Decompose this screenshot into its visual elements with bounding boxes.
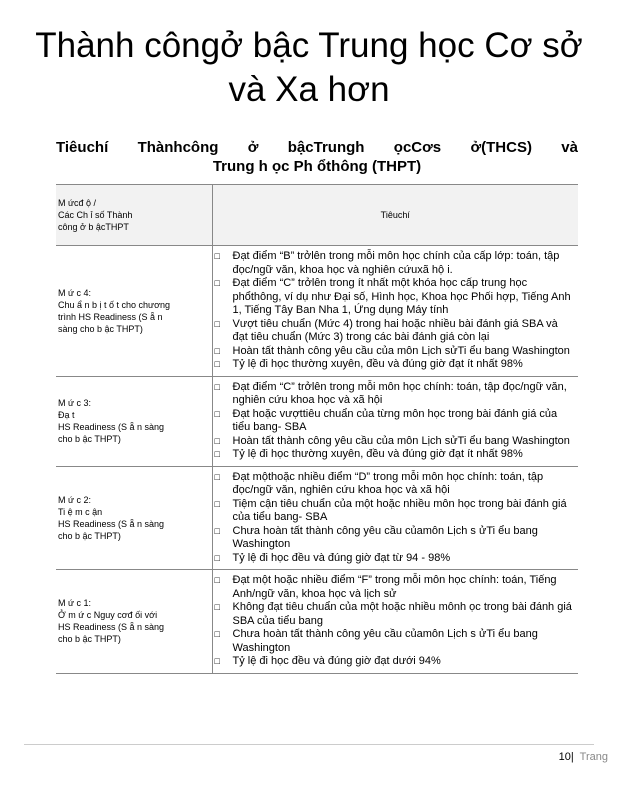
level-line: trình HS Readiness (S ẵ n — [58, 311, 163, 322]
footer-separator: | — [570, 751, 574, 763]
level-line: sàng cho b ậc THPT) — [58, 323, 143, 334]
criteria-list — [213, 574, 579, 669]
criteria-item: □ Vượt tiêu chuẩn (Mức 4) trong hai hoặc nhiều bài đánh giá SBA và đạt tiêu chuẩn (Mức 3) trong các bài đánh giá còn lại — [213, 318, 579, 345]
table-row — [56, 466, 578, 570]
level-cell — [56, 570, 212, 674]
criteria-item: □ Đạt điểm “B” trởlên trong mỗi môn học chính của cấp lớp: toán, tập đọc/ngữ văn, khoa học và nghiên cứuxã hộ i. — [213, 250, 579, 277]
page-title: Thành côngở bậc Trung học Cơ sở và Xa hơn — [35, 26, 583, 109]
criteria-cell — [212, 376, 578, 466]
table-row — [56, 376, 578, 466]
level-line: cho b ậc THPT) — [58, 530, 121, 541]
level-line: HS Readiness (S ẵ n sàng — [58, 518, 165, 529]
caption-line-1: Tiêuchí Thànhcông ở bậcTrungh ọcCơs ở(THCS) và — [56, 139, 578, 156]
level-cell — [56, 246, 212, 377]
level-header-line: M ứcđ ộ / — [58, 198, 97, 208]
criteria-item: □ Tỷ lệ đi học đều và đúng giờ đạt dưới 94% — [213, 655, 579, 669]
level-line: Ti ệ m c ận — [58, 506, 103, 517]
criteria-item: □ Hoàn tất thành công yêu cầu của môn Lịch sửTi ểu bang Washington — [213, 435, 579, 449]
criteria-table — [56, 184, 578, 674]
criteria-cell — [212, 570, 578, 674]
level-line: Đạ t — [58, 410, 75, 420]
criteria-cell — [212, 246, 578, 377]
level-line: HS Readiness (S ẵ n sàng — [58, 422, 165, 432]
level-line: M ứ c 4: — [58, 287, 92, 298]
footer-divider — [24, 744, 594, 745]
level-cell — [56, 376, 212, 466]
level-line: Ở m ứ c Nguy cơđ ối với — [58, 610, 158, 621]
page-footer — [559, 751, 608, 763]
criteria-item: □ Tỷ lệ đi học thường xuyên, đều và đúng giờ đạt ít nhất 98% — [213, 358, 579, 372]
table-caption — [56, 138, 578, 176]
level-line: M ứ c 2: — [58, 494, 92, 505]
criteria-item: □ Chưa hoàn tất thành công yêu cầu củamôn Lịch s ửTi ểu bang Washington — [213, 628, 579, 655]
criteria-item: □ Hoàn tất thành công yêu cầu của môn Lịch sửTi ểu bang Washington — [213, 345, 579, 359]
level-line: M ứ c 3: — [58, 398, 92, 408]
criteria-item: □ Chưa hoàn tất thành công yêu cầu củamôn Lịch s ửTi ểu bang Washington — [213, 525, 579, 552]
criteria-item: □ Đạt mộthoặc nhiều điểm “D” trong mỗi môn học chính: toán, tập đọc/ngữ văn, nghiên cứu khoa học và xã hội — [213, 471, 579, 498]
criteria-list — [213, 381, 579, 462]
criteria-item: □ Đạt hoặc vượttiêu chuẩn của từng môn học trong bài đánh giá của tiểu bang- SBA — [213, 408, 579, 435]
level-header-line: Các Ch ỉ số Thành — [58, 210, 133, 220]
level-line: cho b ậc THPT) — [58, 434, 121, 444]
page-word: Trang — [579, 751, 608, 763]
caption-line-2: Trung h ọc Ph ổthông (THPT) — [212, 158, 422, 175]
level-header — [56, 185, 212, 246]
level-header-line: công ở b ậcTHPT — [58, 222, 129, 232]
level-line: Chu ẩ n b ị t ố t cho chương — [58, 299, 170, 310]
criteria-item: □ Tỷ lệ đi học thường xuyên, đều và đúng giờ đạt ít nhất 98% — [213, 448, 579, 462]
criteria-item: □ Tiệm cận tiêu chuẩn của một hoặc nhiều môn học trong bài đánh giá của tiểu bang- SBA — [213, 498, 579, 525]
table-row — [56, 570, 578, 674]
criteria-header: Tiêuchí — [212, 185, 578, 246]
criteria-item: □ Không đạt tiêu chuẩn của một hoặc nhiều mônh ọc trong bài đánh giá SBA của tiểu bang — [213, 601, 579, 628]
table-row — [56, 246, 578, 377]
criteria-item: □ Đạt điểm “C” trởlên trong mỗi môn học chính: toán, tập đọc/ngữ văn, nghiên cứu khoa học và xã hội — [213, 381, 579, 408]
criteria-item: □ Đạt một hoặc nhiều điểm “F” trong mỗi môn học chính: toán, Tiếng Anh/ngữ văn, khoa học và lịch sử — [213, 574, 579, 601]
criteria-cell — [212, 466, 578, 570]
level-line: HS Readiness (S ẵ n sàng — [58, 622, 165, 633]
page-number: 10 — [558, 751, 571, 763]
criteria-item: □ Tỷ lệ đi học đều và đúng giờ đạt từ 94 - 98% — [213, 552, 579, 566]
table-header-row — [56, 185, 578, 246]
level-line: M ứ c 1: — [58, 598, 92, 609]
criteria-item: □ Đạt điểm “C” trởlên trong ít nhất một khóa học cấp trung học phổthông, ví dụ như Đại số, Hình học, Khoa học Phối hợp, Tiếng Anh 1, Tiếng Tây Ban Nha 1, Ứng dụng Máy tính — [213, 277, 579, 318]
criteria-list — [213, 471, 579, 566]
criteria-list — [213, 250, 579, 372]
level-cell — [56, 466, 212, 570]
level-line: cho b ậc THPT) — [58, 634, 121, 645]
